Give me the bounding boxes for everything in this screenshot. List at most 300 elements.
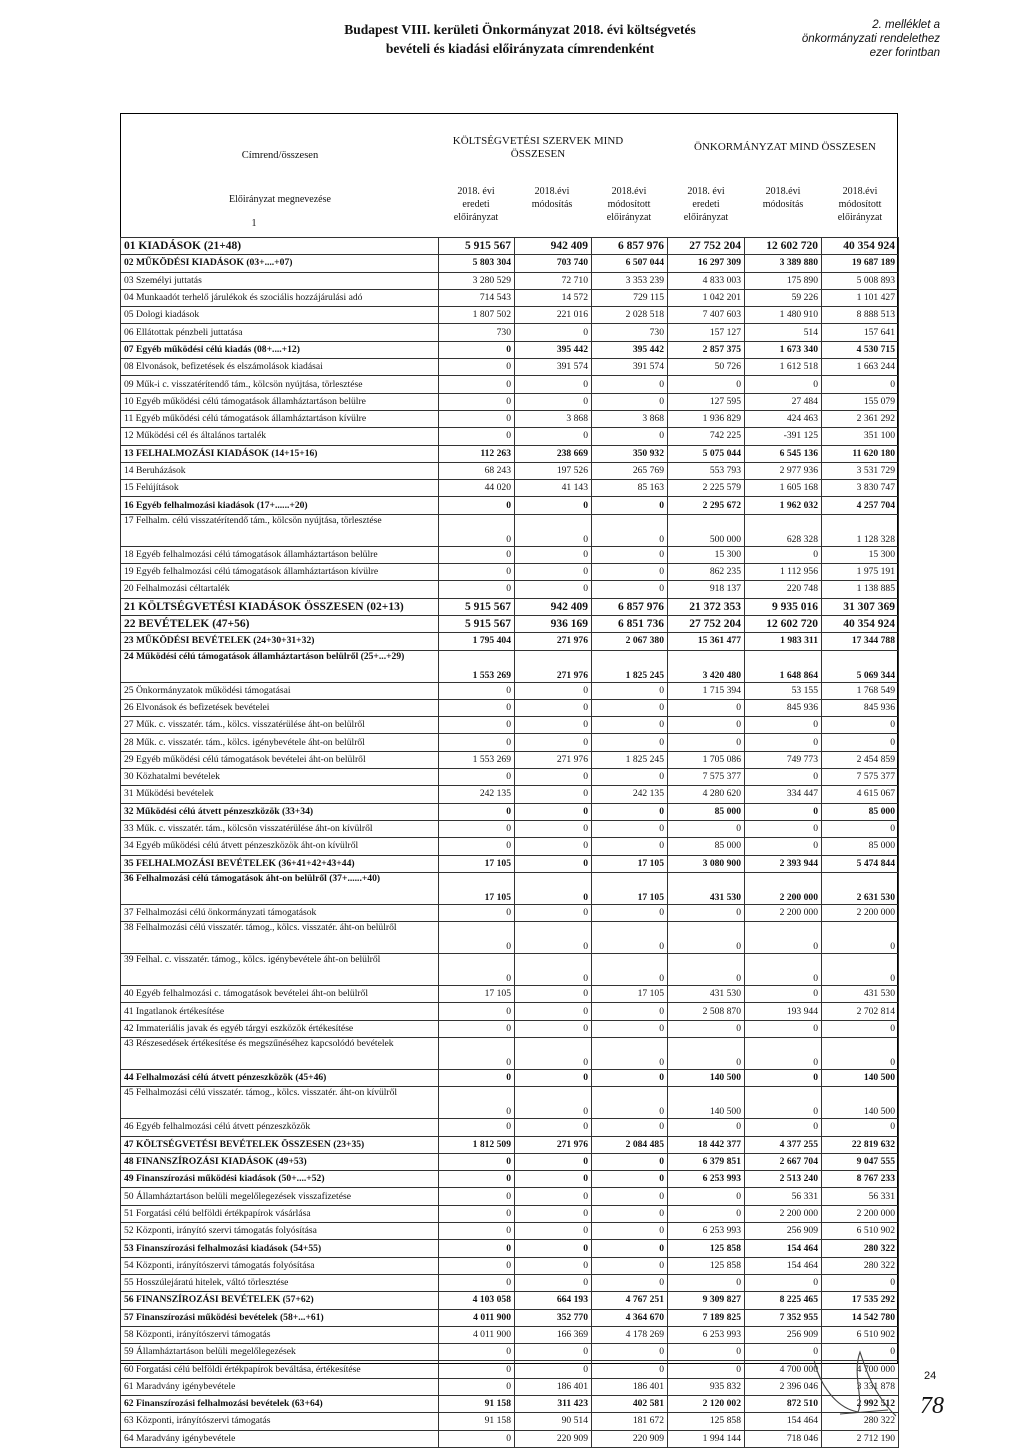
value-cell: 11 620 180 — [822, 445, 899, 462]
value-cell: 2 631 530 — [822, 872, 899, 904]
value-cell: 0 — [592, 497, 668, 514]
value-cell: 0 — [515, 1257, 592, 1274]
value-cell: 1 825 245 — [592, 751, 668, 768]
value-cell: 0 — [515, 803, 592, 820]
table-row — [121, 1188, 899, 1205]
value-cell: 12 602 720 — [745, 615, 822, 632]
value-cell: 0 — [745, 954, 822, 986]
table-row — [121, 272, 899, 289]
value-cell: 2 857 375 — [668, 341, 745, 358]
value-cell: 1 983 311 — [745, 633, 822, 650]
table-row — [121, 1240, 899, 1257]
table-row — [121, 428, 899, 445]
value-cell: 0 — [439, 682, 515, 699]
row-label: 25 Önkormányzatok működési támogatásai — [121, 682, 439, 699]
row-label: 48 FINANSZÍROZÁSI KIADÁSOK (49+53) — [121, 1153, 439, 1170]
value-cell: 1 480 910 — [745, 307, 822, 324]
value-cell: 0 — [439, 564, 515, 581]
value-cell: 17 105 — [439, 855, 515, 872]
value-cell: 0 — [439, 1430, 515, 1447]
value-cell: 17 105 — [592, 872, 668, 904]
value-cell: 0 — [822, 922, 899, 954]
row-label: 41 Ingatlanok értékesítése — [121, 1003, 439, 1020]
value-cell: 2 067 380 — [592, 633, 668, 650]
value-cell: 0 — [668, 1020, 745, 1037]
value-cell: 2 295 672 — [668, 497, 745, 514]
value-cell: 9 309 827 — [668, 1292, 745, 1309]
value-cell: 2 200 000 — [822, 904, 899, 921]
value-cell: 4 178 269 — [592, 1326, 668, 1343]
value-cell: 0 — [439, 699, 515, 716]
value-cell: 0 — [515, 393, 592, 410]
value-cell: 350 932 — [592, 445, 668, 462]
value-cell: 351 100 — [822, 428, 899, 445]
value-cell: 7 352 955 — [745, 1309, 822, 1326]
value-cell: 0 — [439, 1205, 515, 1222]
value-cell: 0 — [822, 1037, 899, 1069]
value-cell: 395 442 — [592, 341, 668, 358]
value-cell: 4 530 715 — [822, 341, 899, 358]
value-cell: 2 396 046 — [745, 1378, 822, 1395]
value-cell: 0 — [439, 803, 515, 820]
table-row — [121, 1292, 899, 1309]
value-cell: 3 389 880 — [745, 255, 822, 272]
value-cell: 1 553 269 — [439, 650, 515, 682]
value-cell: 0 — [515, 986, 592, 1003]
table-row — [121, 1020, 899, 1037]
value-cell: 0 — [439, 904, 515, 921]
row-label: 42 Immateriális javak és egyéb tárgyi eszközök értékesítése — [121, 1020, 439, 1037]
value-cell: 41 143 — [515, 480, 592, 497]
table-row — [121, 1274, 899, 1291]
value-cell: 1 673 340 — [745, 341, 822, 358]
row-label: 56 FINANSZÍROZÁSI BEVÉTELEK (57+62) — [121, 1292, 439, 1309]
value-cell: 220 909 — [515, 1430, 592, 1447]
value-cell: 1 042 201 — [668, 289, 745, 306]
value-cell: 181 672 — [592, 1413, 668, 1430]
table-row — [121, 1037, 899, 1069]
value-cell: 0 — [592, 1087, 668, 1119]
value-cell: 0 — [515, 376, 592, 393]
value-cell: 0 — [439, 954, 515, 986]
value-cell: 2 454 859 — [822, 751, 899, 768]
value-cell: 3 868 — [515, 410, 592, 427]
value-cell: 1 612 518 — [745, 359, 822, 376]
value-cell: -391 125 — [745, 428, 822, 445]
value-cell: 17 344 788 — [822, 633, 899, 650]
value-cell: 0 — [515, 769, 592, 786]
value-cell: 0 — [592, 564, 668, 581]
value-cell: 238 669 — [515, 445, 592, 462]
value-cell: 935 832 — [668, 1378, 745, 1395]
table-row — [121, 1257, 899, 1274]
value-cell: 112 263 — [439, 445, 515, 462]
column-header-line: előirányzat — [606, 212, 652, 223]
table-row — [121, 393, 899, 410]
value-cell: 14 542 780 — [822, 1309, 899, 1326]
annex-line-3: ezer forintban — [869, 47, 940, 59]
column-header-line: előirányzat — [683, 212, 729, 223]
value-cell: 271 976 — [515, 633, 592, 650]
value-cell: 0 — [592, 1119, 668, 1136]
value-cell: 40 354 924 — [822, 615, 899, 632]
annex-note — [780, 18, 940, 60]
table-row — [121, 650, 899, 682]
row-label: 13 FELHALMOZÁSI KIADÁSOK (14+15+16) — [121, 445, 439, 462]
value-cell: 186 401 — [515, 1378, 592, 1395]
value-cell: 0 — [439, 514, 515, 546]
table-row — [121, 480, 899, 497]
budget-table — [120, 237, 899, 1448]
value-cell: 16 297 309 — [668, 255, 745, 272]
value-cell: 220 748 — [745, 581, 822, 598]
table-row — [121, 546, 899, 563]
value-cell: 91 158 — [439, 1396, 515, 1413]
value-cell: 391 574 — [592, 359, 668, 376]
table-row — [121, 615, 899, 632]
table-row — [121, 1396, 899, 1413]
value-cell: 193 944 — [745, 1003, 822, 1020]
value-cell: 0 — [439, 581, 515, 598]
value-cell: 2 028 518 — [592, 307, 668, 324]
value-cell: 0 — [668, 904, 745, 921]
value-cell: 0 — [668, 1188, 745, 1205]
value-cell: 59 226 — [745, 289, 822, 306]
value-cell: 311 423 — [515, 1396, 592, 1413]
value-cell: 0 — [515, 1188, 592, 1205]
value-cell: 14 572 — [515, 289, 592, 306]
value-cell: 56 331 — [745, 1188, 822, 1205]
value-cell: 0 — [515, 514, 592, 546]
value-cell: 0 — [439, 497, 515, 514]
value-cell: 7 575 377 — [668, 769, 745, 786]
row-label: 58 Központi, irányítószervi támogatás — [121, 1326, 439, 1343]
row-label: 59 Államháztartáson belüli megelőlegezések — [121, 1344, 439, 1361]
value-cell: 0 — [592, 393, 668, 410]
row-label: 50 Államháztartáson belüli megelőlegezések visszafizetése — [121, 1188, 439, 1205]
value-cell: 1 812 509 — [439, 1136, 515, 1153]
value-cell: 0 — [592, 954, 668, 986]
value-cell: 0 — [745, 734, 822, 751]
row-label: 33 Műk. c. visszatér. tám., kölcsön visszatérülése áht-on kívülről — [121, 820, 439, 837]
value-cell: 0 — [592, 904, 668, 921]
value-cell: 0 — [515, 1171, 592, 1188]
value-cell: 0 — [745, 1344, 822, 1361]
value-cell: 0 — [822, 734, 899, 751]
table-row — [121, 699, 899, 716]
value-cell: 72 710 — [515, 272, 592, 289]
value-cell: 2 200 000 — [745, 1205, 822, 1222]
table-row — [121, 986, 899, 1003]
value-cell: 0 — [745, 546, 822, 563]
value-cell: 0 — [439, 1153, 515, 1170]
table-row — [121, 1087, 899, 1119]
value-cell: 2 200 000 — [745, 904, 822, 921]
value-cell: 85 000 — [822, 803, 899, 820]
value-cell: 5 069 344 — [822, 650, 899, 682]
row-label: 45 Felhalmozási célú visszatér. támog., kölcs. visszatér. áht-on kívülről — [121, 1087, 439, 1119]
value-cell: 0 — [592, 581, 668, 598]
value-cell: 0 — [439, 1119, 515, 1136]
value-cell: 0 — [668, 1205, 745, 1222]
cimrend-label: Címrend/összesen — [241, 150, 319, 161]
value-cell: 127 595 — [668, 393, 745, 410]
value-cell: 0 — [515, 855, 592, 872]
value-cell: 0 — [592, 682, 668, 699]
value-cell: 6 253 993 — [668, 1223, 745, 1240]
value-cell: 0 — [439, 1274, 515, 1291]
value-cell: 0 — [439, 546, 515, 563]
value-cell: 0 — [592, 546, 668, 563]
value-cell: 0 — [592, 1274, 668, 1291]
value-cell: 352 770 — [515, 1309, 592, 1326]
value-cell: 718 046 — [745, 1430, 822, 1447]
value-cell: 6 379 851 — [668, 1153, 745, 1170]
row-label: 52 Központi, irányító szervi támogatás folyósítása — [121, 1223, 439, 1240]
value-cell: 0 — [515, 1069, 592, 1086]
value-cell: 271 976 — [515, 1136, 592, 1153]
table-row — [121, 307, 899, 324]
value-cell: 0 — [515, 1037, 592, 1069]
value-cell: 0 — [745, 1020, 822, 1037]
column-header — [514, 185, 590, 211]
value-cell: 18 442 377 — [668, 1136, 745, 1153]
row-label: 14 Beruházások — [121, 462, 439, 479]
value-cell: 0 — [439, 820, 515, 837]
table-row — [121, 514, 899, 546]
row-label: 04 Munkaadót terhelő járulékok és szociális hozzájárulási adó — [121, 289, 439, 306]
table-row — [121, 581, 899, 598]
value-cell: 0 — [439, 922, 515, 954]
value-cell: 0 — [439, 1020, 515, 1037]
table-row — [121, 855, 899, 872]
value-cell: 0 — [745, 376, 822, 393]
row-label: 60 Forgatási célú belföldi értékpapírok beváltása, értékesítése — [121, 1361, 439, 1378]
value-cell: 0 — [439, 734, 515, 751]
value-cell: 0 — [668, 376, 745, 393]
value-cell: 0 — [822, 820, 899, 837]
value-cell: 15 361 477 — [668, 633, 745, 650]
table-row — [121, 564, 899, 581]
row-label: 47 KÖLTSÉGVETÉSI BEVÉTELEK ÖSSZESEN (23+35) — [121, 1136, 439, 1153]
value-cell: 4 700 000 — [822, 1361, 899, 1378]
table-row — [121, 289, 899, 306]
value-cell: 4 377 255 — [745, 1136, 822, 1153]
value-cell: 2 361 292 — [822, 410, 899, 427]
value-cell: 140 500 — [668, 1069, 745, 1086]
value-cell: 27 752 204 — [668, 238, 745, 255]
value-cell: 0 — [439, 1257, 515, 1274]
value-cell: 0 — [515, 324, 592, 341]
column-header-line: eredeti — [692, 199, 720, 210]
value-cell: 628 328 — [745, 514, 822, 546]
value-cell: 0 — [592, 734, 668, 751]
row-label: 19 Egyéb felhalmozási célú támogatások államháztartáson kívülre — [121, 564, 439, 581]
value-cell: 0 — [439, 1361, 515, 1378]
value-cell: 0 — [668, 922, 745, 954]
value-cell: 265 769 — [592, 462, 668, 479]
value-cell: 6 857 976 — [592, 238, 668, 255]
value-cell: 0 — [745, 717, 822, 734]
value-cell: 221 016 — [515, 307, 592, 324]
value-cell: 3 080 900 — [668, 855, 745, 872]
annex-line-1: 2. melléklet a — [872, 19, 940, 31]
value-cell: 220 909 — [592, 1430, 668, 1447]
table-row — [121, 633, 899, 650]
row-label: 11 Egyéb működési célú támogatások államháztartáson kívülre — [121, 410, 439, 427]
value-cell: 0 — [592, 1240, 668, 1257]
value-cell: 27 752 204 — [668, 615, 745, 632]
value-cell: 17 105 — [439, 986, 515, 1003]
table-row — [121, 1171, 899, 1188]
value-cell: 90 514 — [515, 1413, 592, 1430]
value-cell: 0 — [515, 904, 592, 921]
row-label: 40 Egyéb felhalmozási c. támogatások bevételei áht-on belülről — [121, 986, 439, 1003]
value-cell: 334 447 — [745, 786, 822, 803]
value-cell: 4 280 620 — [668, 786, 745, 803]
row-label: 28 Műk. c. visszatér. tám., kölcs. igénybevétele áht-on belülről — [121, 734, 439, 751]
value-cell: 197 526 — [515, 462, 592, 479]
value-cell: 7 189 825 — [668, 1309, 745, 1326]
value-cell: 5 075 044 — [668, 445, 745, 462]
row-label: 32 Működési célú átvett pénzeszközök (33+34) — [121, 803, 439, 820]
table-row — [121, 598, 899, 615]
value-cell: 0 — [668, 734, 745, 751]
value-cell: 0 — [822, 1274, 899, 1291]
row-label: 44 Felhalmozási célú átvett pénzeszközök (45+46) — [121, 1069, 439, 1086]
table-row — [121, 445, 899, 462]
value-cell: 402 581 — [592, 1396, 668, 1413]
value-cell: 2 225 579 — [668, 480, 745, 497]
value-cell: 0 — [822, 954, 899, 986]
value-cell: 50 726 — [668, 359, 745, 376]
value-cell: 1 138 885 — [822, 581, 899, 598]
value-cell: 242 135 — [592, 786, 668, 803]
value-cell: 0 — [745, 838, 822, 855]
table-row — [121, 734, 899, 751]
column-header — [438, 185, 514, 224]
value-cell: 1 994 144 — [668, 1430, 745, 1447]
value-cell: 0 — [439, 428, 515, 445]
value-cell: 664 193 — [515, 1292, 592, 1309]
table-row — [121, 838, 899, 855]
value-cell: 0 — [515, 682, 592, 699]
value-cell: 1 936 829 — [668, 410, 745, 427]
row-label: 51 Forgatási célú belföldi értékpapírok vásárlása — [121, 1205, 439, 1222]
value-cell: 4 103 058 — [439, 1292, 515, 1309]
table-row — [121, 751, 899, 768]
row-label: 36 Felhalmozási célú támogatások áht-on belülről (37+......+40) — [121, 872, 439, 904]
value-cell: 0 — [439, 359, 515, 376]
value-cell: 6 510 902 — [822, 1223, 899, 1240]
value-cell: 44 020 — [439, 480, 515, 497]
value-cell: 0 — [515, 1223, 592, 1240]
value-cell: 40 354 924 — [822, 238, 899, 255]
value-cell: 2 712 190 — [822, 1430, 899, 1447]
row-label: 10 Egyéb működési célú támogatások államháztartáson belülre — [121, 393, 439, 410]
value-cell: 0 — [515, 497, 592, 514]
value-cell: 3 830 747 — [822, 480, 899, 497]
value-cell: 56 331 — [822, 1188, 899, 1205]
table-row — [121, 1430, 899, 1447]
value-cell: 0 — [592, 1361, 668, 1378]
value-cell: 0 — [668, 699, 745, 716]
row-label: 63 Központi, irányítószervi támogatás — [121, 1413, 439, 1430]
value-cell: 0 — [745, 769, 822, 786]
table-row — [121, 1344, 899, 1361]
table-row — [121, 376, 899, 393]
value-cell: 845 936 — [822, 699, 899, 716]
table-row — [121, 717, 899, 734]
row-label: 61 Maradvány igénybevétele — [121, 1378, 439, 1395]
row-label: 15 Felújítások — [121, 480, 439, 497]
row-label: 02 MŰKÖDÉSI KIADÁSOK (03+....+07) — [121, 255, 439, 272]
value-cell: 0 — [668, 717, 745, 734]
table-row — [121, 410, 899, 427]
value-cell: 0 — [439, 1240, 515, 1257]
value-cell: 154 464 — [745, 1413, 822, 1430]
value-cell: 6 253 993 — [668, 1326, 745, 1343]
annex-line-2: önkormányzati rendelethez — [801, 33, 940, 45]
value-cell: 0 — [439, 376, 515, 393]
table-row — [121, 1223, 899, 1240]
value-cell: 749 773 — [745, 751, 822, 768]
value-cell: 0 — [745, 1087, 822, 1119]
value-cell: 27 484 — [745, 393, 822, 410]
table-row — [121, 872, 899, 904]
row-label: 12 Működési cél és általános tartalék — [121, 428, 439, 445]
value-cell: 0 — [439, 717, 515, 734]
value-cell: 0 — [822, 1119, 899, 1136]
value-cell: 4 011 900 — [439, 1326, 515, 1343]
value-cell: 3 531 729 — [822, 462, 899, 479]
value-cell: 1 553 269 — [439, 751, 515, 768]
value-cell: 1 715 394 — [668, 682, 745, 699]
value-cell: 714 543 — [439, 289, 515, 306]
title-line-2: bevételi és kiadási előirányzata címrendenként — [385, 41, 655, 56]
value-cell: 85 000 — [668, 803, 745, 820]
value-cell: 4 615 067 — [822, 786, 899, 803]
table-row — [121, 1326, 899, 1343]
value-cell: 1 605 168 — [745, 480, 822, 497]
value-cell: 0 — [515, 1087, 592, 1119]
value-cell: 553 793 — [668, 462, 745, 479]
value-cell: 4 767 251 — [592, 1292, 668, 1309]
table-header — [120, 113, 898, 233]
row-label: 31 Működési bevételek — [121, 786, 439, 803]
row-label: 38 Felhalmozási célú visszatér. támog., kölcs. visszatér. áht-on belülről — [121, 922, 439, 954]
value-cell: 0 — [515, 1020, 592, 1037]
value-cell: 0 — [592, 1257, 668, 1274]
row-label: 35 FELHALMOZÁSI BEVÉTELEK (36+41+42+43+44) — [121, 855, 439, 872]
value-cell: 0 — [668, 1361, 745, 1378]
value-cell: 2 702 814 — [822, 1003, 899, 1020]
value-cell: 0 — [592, 1037, 668, 1069]
value-cell: 0 — [592, 922, 668, 954]
value-cell: 3 331 878 — [822, 1378, 899, 1395]
value-cell: 154 464 — [745, 1257, 822, 1274]
group-header-koltsegvetesi: KÖLTSÉGVETÉSI SZERVEK MIND ÖSSZESEN — [452, 135, 624, 160]
value-cell: 0 — [592, 1344, 668, 1361]
value-cell: 4 364 670 — [592, 1309, 668, 1326]
value-cell: 140 500 — [822, 1087, 899, 1119]
column-header — [668, 185, 744, 224]
value-cell: 0 — [745, 1069, 822, 1086]
value-cell: 0 — [515, 699, 592, 716]
value-cell: 0 — [592, 820, 668, 837]
value-cell: 17 105 — [592, 855, 668, 872]
value-cell: 0 — [592, 428, 668, 445]
